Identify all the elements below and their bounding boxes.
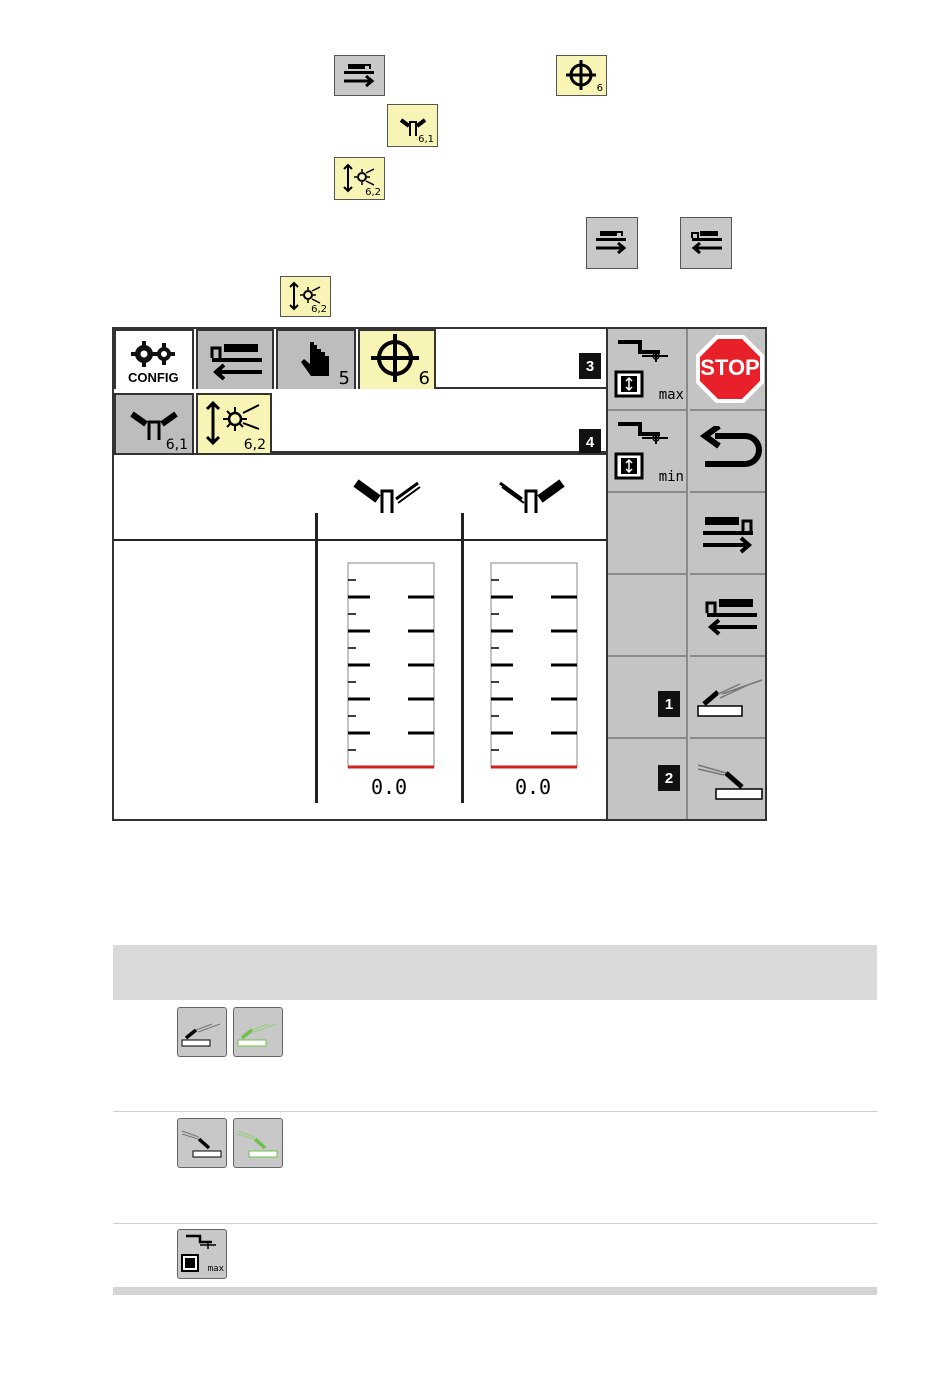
column-divider-2 bbox=[461, 513, 464, 803]
row-divider-2 bbox=[113, 1223, 877, 1224]
save-max-icon-label: max bbox=[207, 1264, 224, 1274]
divider-number: 6,1 bbox=[165, 437, 188, 453]
column-divider-1 bbox=[315, 513, 318, 803]
marker-3: 3 bbox=[579, 353, 601, 379]
save-min-button[interactable] bbox=[608, 411, 688, 493]
transfer-forward-button[interactable] bbox=[690, 493, 767, 575]
height-sensor-icon-2 bbox=[280, 276, 331, 317]
manual-number: 5 bbox=[338, 368, 350, 389]
sensor-number: 6,2 bbox=[243, 437, 266, 453]
crop-divider-icon bbox=[387, 104, 438, 147]
divider-sub-label: 6,1 bbox=[418, 134, 434, 145]
save-max-button[interactable] bbox=[608, 329, 688, 411]
gauge-right bbox=[489, 561, 579, 771]
gauge-left bbox=[346, 561, 436, 771]
target-number: 6 bbox=[418, 368, 430, 389]
target-sub-label: 6 bbox=[596, 83, 603, 94]
empty-button-2[interactable] bbox=[608, 575, 688, 657]
save-max-icon bbox=[177, 1229, 227, 1279]
target-crosshair-icon bbox=[556, 55, 607, 96]
icon-table bbox=[113, 945, 877, 1295]
marker-1-cell bbox=[608, 657, 688, 739]
gauge-left-value: 0.0 bbox=[370, 775, 408, 799]
table-end-bar bbox=[113, 1287, 877, 1295]
raise-tip-icon bbox=[177, 1007, 227, 1057]
transfer-back-button[interactable] bbox=[690, 575, 767, 657]
lower-tip-active-icon bbox=[233, 1118, 283, 1168]
stop-button[interactable] bbox=[690, 329, 767, 411]
table-number-column bbox=[113, 1000, 170, 1290]
height-sensor-icon bbox=[334, 157, 385, 200]
gauge-right-value: 0.0 bbox=[514, 775, 552, 799]
transfer-backward-icon bbox=[680, 217, 732, 269]
tab-transfer-back[interactable] bbox=[196, 329, 274, 389]
tab-divider[interactable] bbox=[114, 393, 194, 453]
lower-tip-button[interactable] bbox=[690, 739, 767, 821]
terminal-screen bbox=[112, 327, 767, 821]
stop-label: STOP bbox=[700, 355, 760, 380]
tab-config[interactable] bbox=[114, 329, 194, 389]
back-button[interactable] bbox=[690, 411, 767, 493]
tab-manual[interactable] bbox=[276, 329, 356, 389]
sensor-sub-label: 6,2 bbox=[365, 187, 381, 198]
max-label: max bbox=[658, 387, 684, 403]
table-header bbox=[113, 945, 877, 1000]
left-divider-tip-icon bbox=[352, 475, 424, 515]
tab-target[interactable] bbox=[358, 329, 436, 389]
transfer-forward-icon-2 bbox=[586, 217, 638, 269]
config-label: CONFIG bbox=[128, 370, 179, 385]
transfer-forward-icon bbox=[334, 55, 385, 96]
raise-tip-active-icon bbox=[233, 1007, 283, 1057]
row-divider-1 bbox=[113, 1111, 877, 1112]
min-label: min bbox=[658, 469, 684, 485]
marker-4: 4 bbox=[579, 429, 601, 455]
lower-tip-icon bbox=[177, 1118, 227, 1168]
marker-1: 1 bbox=[658, 691, 680, 717]
tab-height-sensor[interactable] bbox=[196, 393, 272, 453]
right-divider-tip-icon bbox=[496, 475, 568, 515]
sensor-sub-label-2: 6,2 bbox=[311, 304, 327, 315]
raise-tip-button[interactable] bbox=[690, 657, 767, 739]
header-divider bbox=[114, 539, 606, 541]
empty-button-1[interactable] bbox=[608, 493, 688, 575]
marker-2: 2 bbox=[658, 765, 680, 791]
marker-2-cell bbox=[608, 739, 688, 821]
